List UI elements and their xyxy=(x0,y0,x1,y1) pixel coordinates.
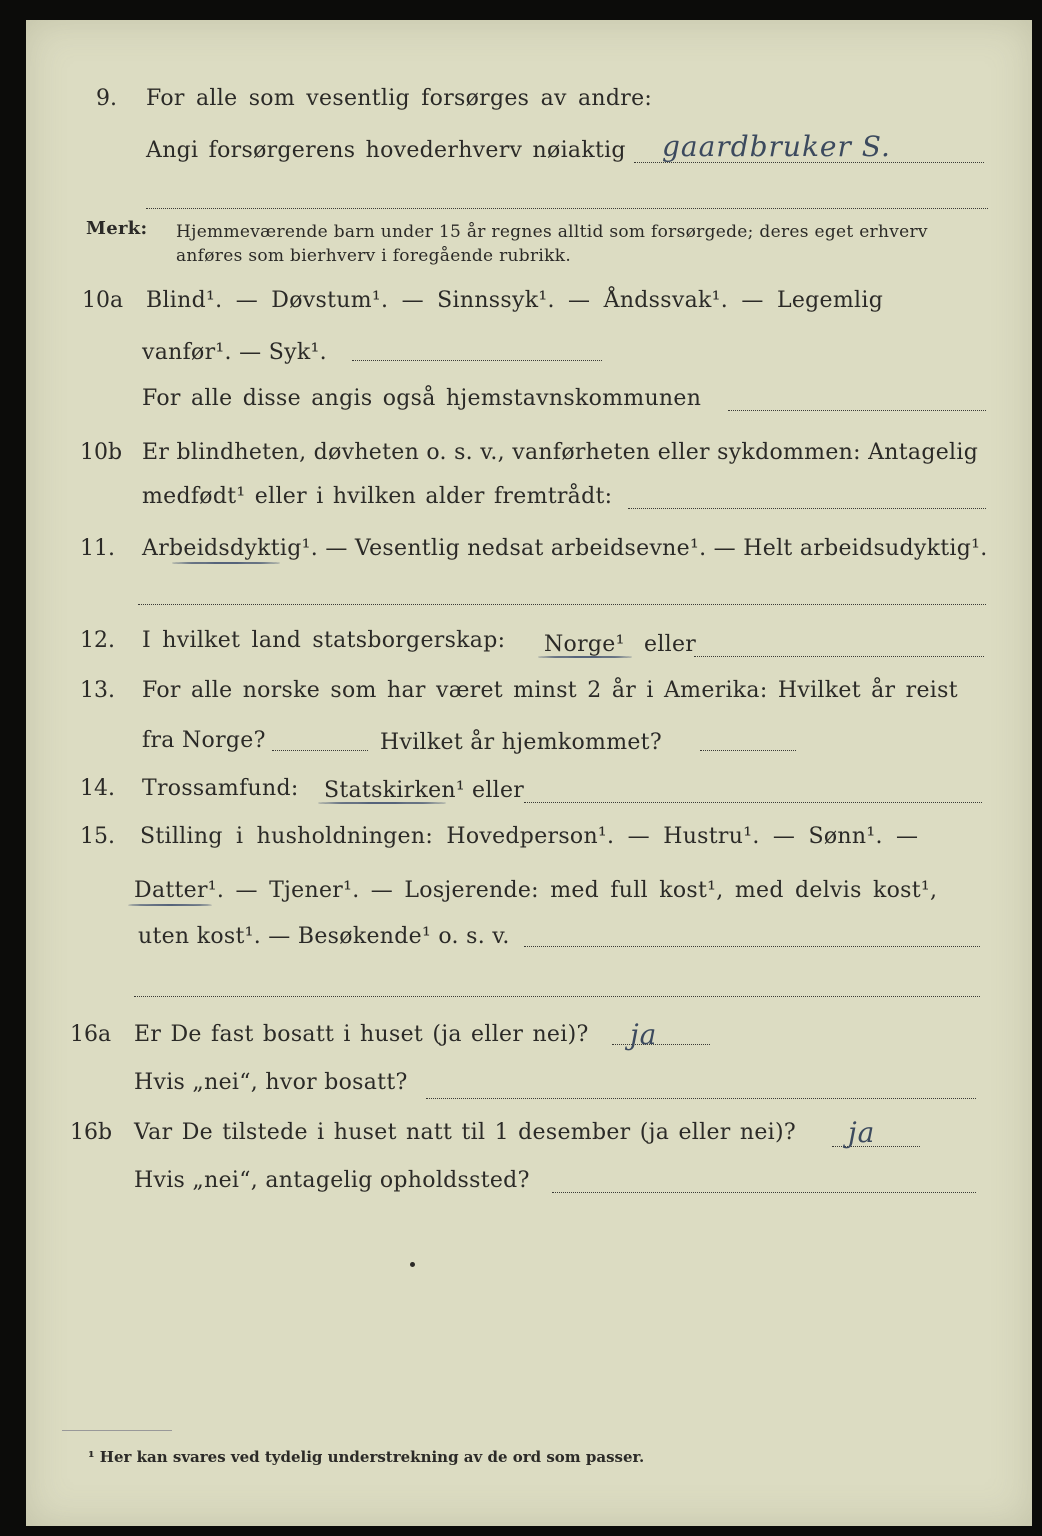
q14-statskirken-underline xyxy=(318,802,446,804)
q10a-number: 10a xyxy=(82,288,124,313)
q16b-answer-line xyxy=(832,1146,920,1147)
q10b-answer-line xyxy=(628,508,986,509)
q13-line2a: fra Norge? xyxy=(142,728,266,753)
merk-line1: Hjemmeværende barn under 15 år regnes alltid som forsørgede; deres eget erhverv xyxy=(176,222,928,242)
q14-number: 14. xyxy=(80,776,115,801)
q11-extra-line xyxy=(138,604,986,605)
q15-line2: Datter¹. — Tjener¹. — Losjerende: med full kost¹, med delvis kost¹, xyxy=(134,878,938,903)
q15-datter-underline xyxy=(128,904,212,906)
q14-statskirken: Statskirken¹ xyxy=(324,778,465,803)
q13-hjemkommet-line xyxy=(700,750,796,751)
q13-number: 13. xyxy=(80,678,115,703)
q15-line3: uten kost¹. — Besøkende¹ o. s. v. xyxy=(138,924,510,949)
q15-answer-line xyxy=(524,946,980,947)
q11-number: 11. xyxy=(80,536,115,561)
ink-dot xyxy=(410,1262,415,1267)
q15-extra-line xyxy=(134,996,980,997)
q10a-syk-line xyxy=(352,360,602,361)
q10a-line2: vanfør¹. — Syk¹. xyxy=(142,340,327,365)
q9-handwritten-answer: gaardbruker S. xyxy=(662,130,891,163)
q9-number: 9. xyxy=(96,86,117,111)
q13-line2b: Hvilket år hjemkommet? xyxy=(380,730,662,755)
q12-prefix: I hvilket land statsborgerskap: xyxy=(142,628,506,653)
q13-line1: For alle norske som har været minst 2 år i Amerika: Hvilket år reist xyxy=(142,678,958,703)
q16b-line2: Hvis „nei“, antagelig opholdssted? xyxy=(134,1168,530,1193)
q16b-handwritten-answer: ja xyxy=(848,1116,876,1149)
q16a-answer-line xyxy=(612,1044,710,1045)
q16a-handwritten-answer: ja xyxy=(630,1018,658,1051)
q16a-line2: Hvis „nei“, hvor bosatt? xyxy=(134,1070,408,1095)
q11-arbeidsdyktig-underline xyxy=(172,562,280,564)
q15-number: 15. xyxy=(80,824,115,849)
q12-norge-underline xyxy=(538,656,632,658)
q10b-line1: Er blindheten, døvheten o. s. v., vanførheten eller sykdommen: Antagelig xyxy=(142,440,979,465)
footnote-separator xyxy=(62,1430,172,1431)
footnote: ¹ Her kan svares ved tydelig understrekning av de ord som passer. xyxy=(88,1448,645,1466)
q13-reist-line xyxy=(272,750,368,751)
q10a-line1: Blind¹. — Døvstum¹. — Sinnssyk¹. — Åndssvak¹. — Legemlig xyxy=(146,288,884,313)
q9-line2: Angi forsørgerens hovederhverv nøiaktig xyxy=(146,138,626,163)
q11-line1: Arbeidsdyktig¹. — Vesentlig nedsat arbeidsevne¹. — Helt arbeidsudyktig¹. xyxy=(142,536,988,561)
q10a-line3: For alle disse angis også hjemstavnskommunen xyxy=(142,386,702,411)
q10a-hjemstavn-line xyxy=(728,410,986,411)
q16a-line1: Er De fast bosatt i huset (ja eller nei)? xyxy=(134,1022,589,1047)
merk-line2: anføres som bierhverv i foregående rubrikk. xyxy=(176,246,572,266)
q16a-number: 16a xyxy=(70,1022,112,1047)
q9-extra-line xyxy=(146,208,988,209)
q16b-line1: Var De tilstede i huset natt til 1 desember (ja eller nei)? xyxy=(134,1120,796,1145)
q14-prefix: Trossamfund: xyxy=(142,776,299,801)
q9-line1: For alle som vesentlig forsørges av andre: xyxy=(146,86,653,111)
q12-number: 12. xyxy=(80,628,115,653)
q12-norge: Norge¹ xyxy=(544,632,625,657)
q10b-number: 10b xyxy=(80,440,123,465)
q15-line1: Stilling i husholdningen: Hovedperson¹. — Hustru¹. — Sønn¹. — xyxy=(140,824,919,849)
q16a-bosatt-line xyxy=(426,1098,976,1099)
q16b-number: 16b xyxy=(70,1120,113,1145)
q14-suffix: eller xyxy=(472,778,525,803)
q12-answer-line xyxy=(694,656,984,657)
q12-suffix: eller xyxy=(644,632,697,657)
q14-answer-line xyxy=(524,802,982,803)
q16b-opholdssted-line xyxy=(552,1192,976,1193)
q10b-line2: medfødt¹ eller i hvilken alder fremtrådt: xyxy=(142,484,613,509)
merk-label: Merk: xyxy=(86,218,148,239)
